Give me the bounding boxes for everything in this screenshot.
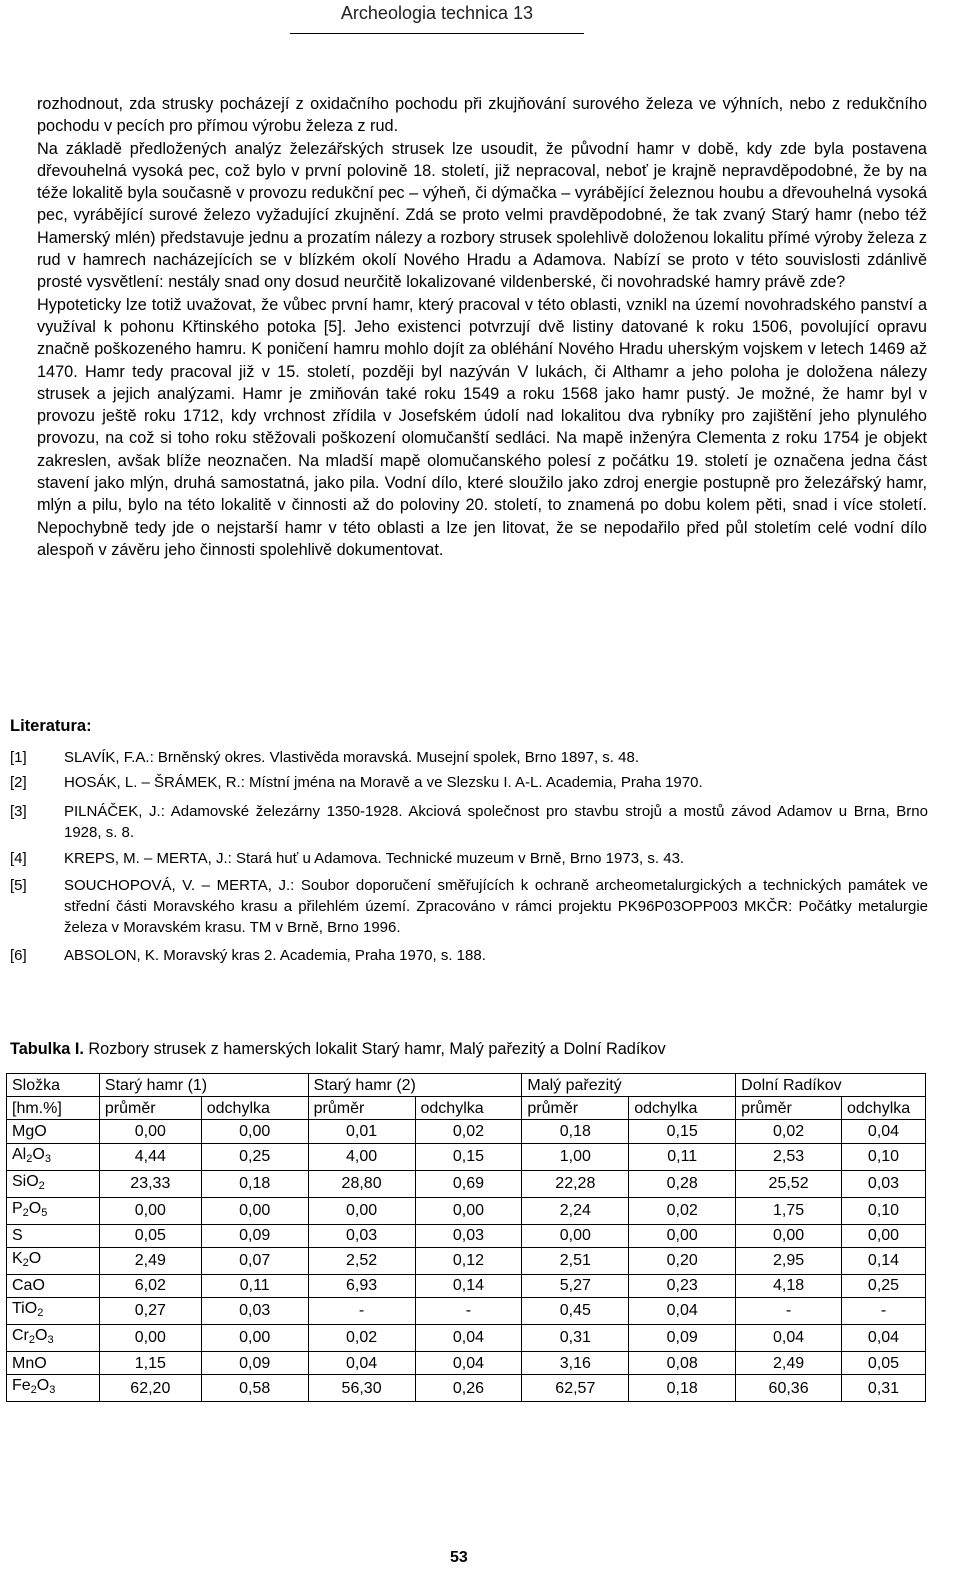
value-cell: 0,00 [308,1197,415,1224]
formula-subscript: 2 [38,1179,45,1192]
value-cell: 0,11 [201,1274,308,1297]
value-cell: 0,00 [201,1324,308,1351]
value-cell: 0,04 [629,1297,736,1324]
value-cell: 0,31 [842,1375,926,1402]
table-row [7,1375,926,1402]
formula-subscript: 2 [22,1206,29,1219]
formula-symbol: TiO [12,1299,38,1317]
reference-number: [1] [10,749,27,766]
value-cell: 0,18 [629,1375,736,1402]
value-cell: - [842,1297,926,1324]
reference-text: ABSOLON, K. Moravský kras 2. Academia, Praha 1970, s. 188. [64,947,486,964]
table-row [7,1143,926,1170]
formula-symbol: MgO [12,1122,47,1140]
header-cell: průměr [736,1097,842,1120]
value-cell: 0,09 [629,1324,736,1351]
value-cell: 5,27 [522,1274,629,1297]
value-cell: 0,31 [522,1324,629,1351]
value-cell: 0,28 [629,1170,736,1197]
header-cell: odchylka [415,1097,522,1120]
value-cell: 2,53 [736,1143,842,1170]
table-header-row [7,1074,926,1097]
value-cell: 0,03 [842,1170,926,1197]
reference-number: [6] [10,947,27,964]
component-cell [7,1143,100,1170]
literature-heading: Literatura: [10,717,92,735]
formula-subscript: 2 [28,1333,36,1346]
value-cell: 2,51 [522,1247,629,1274]
formula-subscript: 3 [49,1384,56,1397]
value-cell: 0,00 [736,1224,842,1247]
formula-symbol: O [36,1377,50,1395]
reference-number: [2] [10,774,27,791]
value-cell: 0,26 [415,1375,522,1402]
component-cell [7,1324,100,1351]
formula-symbol: SiO [12,1172,39,1190]
table-row [7,1351,926,1374]
value-cell: 4,18 [736,1274,842,1297]
value-cell: 0,27 [99,1297,201,1324]
table-row [7,1120,926,1143]
value-cell: 0,02 [736,1120,842,1143]
value-cell: 0,05 [842,1351,926,1374]
table-subheader-row [7,1097,926,1120]
value-cell: 0,00 [99,1197,201,1224]
paragraph-continuation: rozhodnout, zda strusky pocházejí z oxidačního pochodu při zkujňování surového železa ve výhních, nebo z redukčního pochodu v pecích pro přímou výrobu železa z rud. [37,95,927,136]
value-cell: 0,10 [842,1143,926,1170]
reference-text: SOUCHOPOVÁ, V. – MERTA, J.: Soubor doporučení směřujících k ochraně archeometalurgických a technických památek ve střední části Moravského krasu a přilehlém území. Zpracováno v rámci projektu PK96P03OPP003 MKČR: Počátky metalurgie železa v Moravském krasu. TM v Brně, Brno 1996. [64,877,928,936]
value-cell: 0,02 [308,1324,415,1351]
value-cell: 60,36 [736,1375,842,1402]
header-cell: Složka [7,1074,100,1097]
value-cell: 0,00 [201,1120,308,1143]
formula-subscript: 3 [47,1333,54,1346]
value-cell: 0,04 [308,1351,415,1374]
paragraph-conclusion: Na základě předložených analýz železářských strusek lze usoudit, že původní hamr v době, kdy zde byla postavena dřevouhelná vysoká pec, což bylo v první polovině 18. století, již nepracoval, neboť je krajně nepravděpodobné, že by na téže lokalitě byla současně v provozu redukční pec – výheň, či dýmačka – vyrábějící železnou houbu a dřevouhelná vysoká pec, vyrábějící surové železo vyžadující zkujnění. Zdá se proto velmi pravděpodobné, že tak zvaný Starý hamr (nebo též Hamerský mlén) představuje jednu a prozatím nálezy a rozbory strusek spolehlivě doloženou lokalitu přímé výroby železa z rud v hamrech nacházejících se v blízkém okolí Nového Hradu a Adamova. Nabízí se proto v této souvislosti zdánlivě prosté vysvětlení: nestály snad ony dosud neurčitě lokalizované vildenberské, či novohradské hamry právě zde? [37,139,927,292]
value-cell: 62,20 [99,1375,201,1402]
value-cell: 0,15 [629,1120,736,1143]
table-row [7,1224,926,1247]
formula-subscript: 3 [44,1152,51,1165]
value-cell: 22,28 [522,1170,629,1197]
value-cell: 0,04 [842,1120,926,1143]
value-cell: 0,03 [201,1297,308,1324]
value-cell: 0,03 [308,1224,415,1247]
value-cell: 0,20 [629,1247,736,1274]
formula-symbol: K [12,1249,23,1267]
header-cell: Malý pařezitý [522,1074,736,1097]
value-cell: 0,14 [842,1247,926,1274]
value-cell: 0,12 [415,1247,522,1274]
value-cell: 2,95 [736,1247,842,1274]
value-cell: 0,00 [522,1224,629,1247]
value-cell: 0,00 [842,1224,926,1247]
reference-text: HOSÁK, L. – ŠRÁMEK, R.: Místní jména na Moravě a ve Slezsku I. A-L. Academia, Praha 1970. [64,774,703,791]
slag-analysis-table [6,1073,926,1402]
formula-symbol: O [35,1326,48,1344]
article-body [37,93,927,561]
value-cell: 0,09 [201,1351,308,1374]
reference-number: [5] [10,877,27,894]
value-cell: 0,03 [415,1224,522,1247]
reference-item [10,945,928,966]
value-cell: 0,58 [201,1375,308,1402]
table-row [7,1274,926,1297]
component-cell [7,1120,100,1143]
formula-symbol: O [32,1145,45,1163]
formula-symbol: P [12,1199,23,1217]
table-row [7,1297,926,1324]
formula-symbol: O [28,1249,42,1267]
value-cell: 25,52 [736,1170,842,1197]
value-cell: 2,49 [736,1351,842,1374]
component-cell [7,1297,100,1324]
value-cell: 0,18 [201,1170,308,1197]
value-cell: 0,02 [629,1197,736,1224]
value-cell: 4,44 [99,1143,201,1170]
table-row [7,1324,926,1351]
value-cell: 0,04 [415,1351,522,1374]
reference-item [10,772,928,793]
value-cell: 0,11 [629,1143,736,1170]
reference-text: KREPS, M. – MERTA, J.: Stará huť u Adamova. Technické muzeum v Brně, Brno 1973, s. 43. [64,850,685,867]
table-caption-text: Rozbory strusek z hamerských lokalit Starý hamr, Malý pařezitý a Dolní Radíkov [83,1040,666,1058]
value-cell: 56,30 [308,1375,415,1402]
component-cell [7,1375,100,1402]
formula-symbol: O [28,1199,42,1217]
value-cell: 0,14 [415,1274,522,1297]
formula-subscript: 5 [41,1206,48,1219]
value-cell: 0,00 [629,1224,736,1247]
reference-number: [3] [10,803,27,820]
value-cell: 28,80 [308,1170,415,1197]
reference-number: [4] [10,850,27,867]
value-cell: 0,18 [522,1120,629,1143]
header-cell: Starý hamr (2) [308,1074,522,1097]
value-cell: 2,24 [522,1197,629,1224]
value-cell: 0,10 [842,1197,926,1224]
header-cell: průměr [308,1097,415,1120]
value-cell: 23,33 [99,1170,201,1197]
value-cell: 0,45 [522,1297,629,1324]
value-cell: 0,69 [415,1170,522,1197]
value-cell: 0,08 [629,1351,736,1374]
header-cell: odchylka [201,1097,308,1120]
value-cell: - [308,1297,415,1324]
formula-symbol: Fe [12,1377,31,1395]
formula-subscript: 2 [30,1384,37,1397]
formula-subscript: 2 [37,1306,44,1319]
value-cell: 0,04 [842,1324,926,1351]
table-caption [10,1039,666,1059]
value-cell: 1,00 [522,1143,629,1170]
value-cell: 4,00 [308,1143,415,1170]
value-cell: 0,00 [99,1120,201,1143]
value-cell: 6,02 [99,1274,201,1297]
formula-subscript: 2 [22,1256,29,1269]
table-label: Tabulka I. [10,1040,84,1058]
formula-subscript: 2 [26,1152,33,1165]
value-cell: 1,75 [736,1197,842,1224]
value-cell: 3,16 [522,1351,629,1374]
value-cell: 0,01 [308,1120,415,1143]
value-cell: 0,00 [415,1197,522,1224]
header-cell: průměr [99,1097,201,1120]
header-cell: odchylka [842,1097,926,1120]
component-cell [7,1197,100,1224]
formula-symbol: Al [12,1145,27,1163]
component-cell [7,1351,100,1374]
reference-text: PILNÁČEK, J.: Adamovské železárny 1350-1928. Akciová společnost pro stavbu strojů a mostů závod Adamov u Brna, Brno 1928, s. 8. [64,803,928,841]
header-cell: [hm.%] [7,1097,100,1120]
value-cell: 0,07 [201,1247,308,1274]
value-cell: 0,00 [99,1324,201,1351]
value-cell: - [415,1297,522,1324]
paragraph-hypothesis: Hypoteticky lze totiž uvažovat, že vůbec první hamr, který pracoval v této oblasti, vznikl na území novohradského panství a využíval k pohonu Křtinského potoka [5]. Jeho existenci potvrzují dvě listiny datované k roku 1506, povolující opravu značně poškozeného hamru. K poničení hamru mohlo dojít za obléhání Nového Hradu uherským vojskem v letech 1469 až 1470. Hamr tedy pracoval již v 15. století, později byl nazýván V lukách, či Althamr a jeho poloha je doložena nálezy strusek a jejich analýzami. Hamr je zmiňován také roku 1549 a roku 1568 jako hamr pustý. Je možné, že hamr byl v provozu ještě roku 1712, kdy vrchnost zřídila v Josefském údolí nad lokalitou dva rybníky pro zajištění jeho plynulého provozu, na což si toho roku stěžovali poškození olomučanští sedláci. Na mapě inženýra Clementa z roku 1754 je objekt zakreslen, avšak blíže neoznačen. Na mladší mapě olomučanského polesí z počátku 19. století je označena jedna část stavení jako mlýn, druhá samostatná, jako pila. Vodní dílo, které sloužilo jako zdroj energie postupně pro železářský hamr, mlýn a pilu, bylo na této lokalitě v činnosti až do poloviny 20. století, to znamená po dobu kolem pěti, snad i více století. Nepochybně tedy jde o nejstarší hamr v této oblasti a lze jen litovat, že se nepodařilo před půl stoletím celé vodní dílo alespoň v závěru jeho činnosti spolehlivě dokumentovat. [37,295,927,559]
running-header [290,0,584,34]
formula-symbol: MnO [12,1354,47,1372]
value-cell: 1,15 [99,1351,201,1374]
header-cell: odchylka [629,1097,736,1120]
value-cell: 62,57 [522,1375,629,1402]
header-cell: průměr [522,1097,629,1120]
component-cell [7,1274,100,1297]
value-cell: 0,05 [99,1224,201,1247]
formula-symbol: Cr [12,1326,29,1344]
value-cell: 0,02 [415,1120,522,1143]
header-cell: Dolní Radíkov [736,1074,926,1097]
value-cell: 0,15 [415,1143,522,1170]
component-cell [7,1170,100,1197]
reference-item [10,801,928,843]
table-row [7,1197,926,1224]
journal-title: Archeologia technica 13 [340,3,534,23]
value-cell: 0,25 [842,1274,926,1297]
reference-item [10,875,928,938]
value-cell: 0,04 [415,1324,522,1351]
formula-symbol: CaO [12,1277,45,1295]
value-cell: 6,93 [308,1274,415,1297]
value-cell: 0,23 [629,1274,736,1297]
reference-item [10,747,928,768]
reference-text: SLAVÍK, F.A.: Brněnský okres. Vlastivěda moravská. Musejní spolek, Brno 1897, s. 48. [64,749,639,766]
table-row [7,1170,926,1197]
header-cell: Starý hamr (1) [99,1074,308,1097]
formula-symbol: S [12,1227,23,1245]
component-cell [7,1247,100,1274]
value-cell: 2,49 [99,1247,201,1274]
value-cell: 0,09 [201,1224,308,1247]
reference-item [10,848,928,869]
component-cell [7,1224,100,1247]
value-cell: 0,04 [736,1324,842,1351]
value-cell: 2,52 [308,1247,415,1274]
table-row [7,1247,926,1274]
value-cell: 0,00 [201,1197,308,1224]
page-number: 53 [450,1549,468,1566]
value-cell: 0,25 [201,1143,308,1170]
value-cell: - [736,1297,842,1324]
